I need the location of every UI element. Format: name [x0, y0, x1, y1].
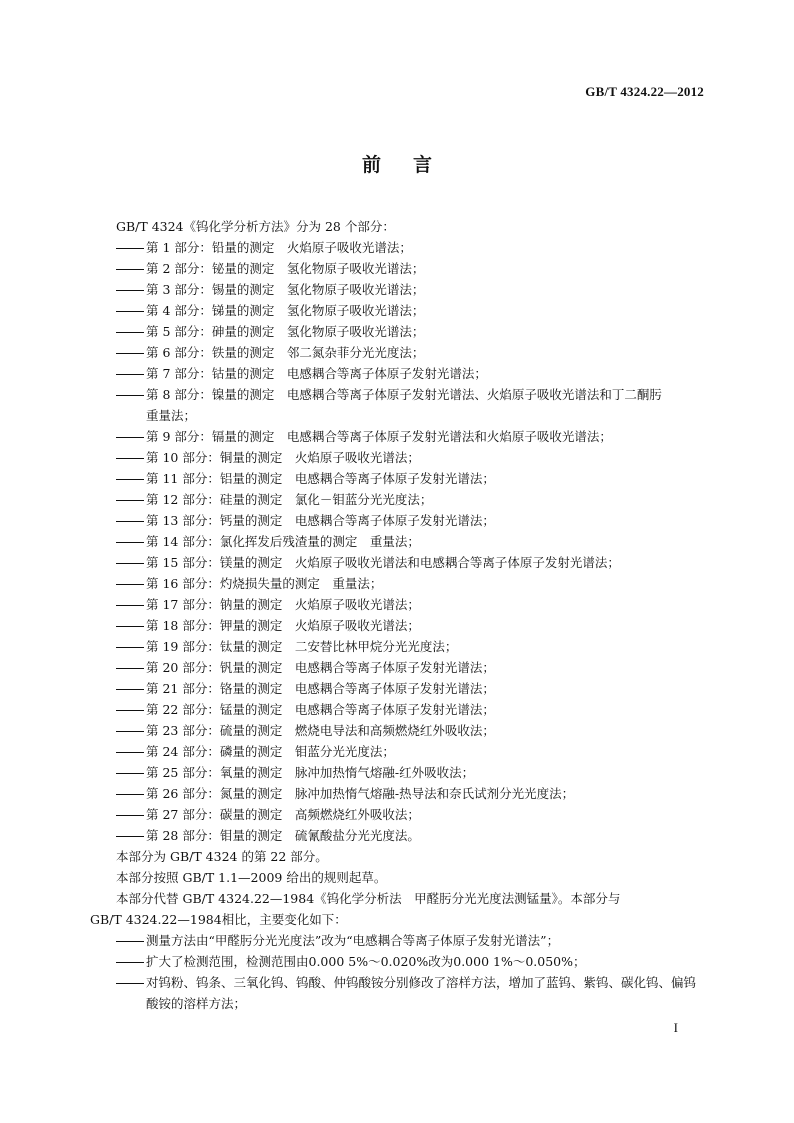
dash-marker — [90, 258, 146, 279]
list-item: 第 28 部分：钼量的测定 硫氰酸盐分光光度法。 — [90, 825, 706, 846]
dash-marker — [90, 762, 146, 783]
list-item: 第 27 部分：碳量的测定 高频燃烧红外吸收法； — [90, 804, 706, 825]
dash-marker — [90, 447, 146, 468]
list-item: 第 22 部分：锰量的测定 电感耦合等离子体原子发射光谱法； — [90, 699, 706, 720]
list-item: 第 17 部分：钠量的测定 火焰原子吸收光谱法； — [90, 594, 706, 615]
list-item: 第 16 部分：灼烧损失量的测定 重量法； — [90, 573, 706, 594]
document-body — [90, 216, 706, 1014]
list-item: 第 19 部分：钛量的测定 二安替比林甲烷分光光度法； — [90, 636, 706, 657]
list-item: 第 1 部分：铅量的测定 火焰原子吸收光谱法； — [90, 237, 706, 258]
list-item: 第 14 部分：氯化挥发后残渣量的测定 重量法； — [90, 531, 706, 552]
list-item: 第 24 部分：磷量的测定 钼蓝分光光度法； — [90, 741, 706, 762]
list-item: 第 10 部分：铜量的测定 火焰原子吸收光谱法； — [90, 447, 706, 468]
dash-marker — [90, 720, 146, 741]
intro-paragraph: GB/T 4324《钨化学分析方法》分为 28 个部分： — [116, 219, 395, 234]
dash-marker — [90, 426, 146, 447]
list-item: 第 25 部分：氧量的测定 脉冲加热惰气熔融-红外吸收法； — [90, 762, 706, 783]
dash-marker — [90, 300, 146, 321]
dash-marker — [90, 279, 146, 300]
dash-marker — [90, 615, 146, 636]
paragraph: 本部分按照 GB/T 1.1—2009 给出的规则起草。 — [116, 870, 387, 885]
dash-marker — [90, 636, 146, 657]
change-item: 测量方法由“甲醛肟分光光度法”改为“电感耦合等离子体原子发射光谱法”； — [90, 930, 706, 951]
dash-marker — [90, 573, 146, 594]
list-item: 第 20 部分：钒量的测定 电感耦合等离子体原子发射光谱法； — [90, 657, 706, 678]
dash-marker — [90, 699, 146, 720]
paragraph: 本部分为 GB/T 4324 的第 22 部分。 — [116, 849, 328, 864]
list-item: 第 21 部分：铬量的测定 电感耦合等离子体原子发射光谱法； — [90, 678, 706, 699]
list-item: 第 13 部分：钙量的测定 电感耦合等离子体原子发射光谱法； — [90, 510, 706, 531]
dash-marker — [90, 384, 146, 405]
dash-marker — [90, 783, 146, 804]
dash-marker — [90, 342, 146, 363]
list-item: 第 11 部分：铝量的测定 电感耦合等离子体原子发射光谱法； — [90, 468, 706, 489]
page-title: 前言 — [361, 154, 464, 176]
dash-marker — [90, 804, 146, 825]
standard-number: GB/T 4324.22—2012 — [585, 84, 704, 99]
list-item: 第 2 部分：铋量的测定 氢化物原子吸收光谱法； — [90, 258, 706, 279]
paragraph-continuation: GB/T 4324.22—1984相比，主要变化如下： — [90, 912, 347, 927]
dash-marker — [90, 657, 146, 678]
dash-marker — [90, 468, 146, 489]
list-item: 第 18 部分：钾量的测定 火焰原子吸收光谱法； — [90, 615, 706, 636]
dash-marker — [90, 678, 146, 699]
list-item: 第 3 部分：锡量的测定 氢化物原子吸收光谱法； — [90, 279, 706, 300]
change-item: 对钨粉、钨条、三氧化钨、钨酸、仲钨酸铵分别修改了溶样方法，增加了蓝钨、紫钨、碳化钨、偏钨 — [90, 972, 706, 993]
dash-marker — [90, 741, 146, 762]
dash-marker — [90, 363, 146, 384]
list-item-continuation: 重量法； — [146, 408, 197, 423]
dash-marker — [90, 594, 146, 615]
dash-marker — [90, 489, 146, 510]
list-item: 第 8 部分：镍量的测定 电感耦合等离子体原子发射光谱法、火焰原子吸收光谱法和丁二酮肟 — [90, 384, 706, 405]
change-item: 扩大了检测范围，检测范围由0.000 5%～0.020%改为0.000 1%～0.050%； — [90, 951, 706, 972]
change-item-continuation: 酸铵的溶样方法； — [146, 996, 247, 1011]
dash-marker — [90, 972, 146, 993]
list-item: 第 26 部分：氮量的测定 脉冲加热惰气熔融-热导法和奈氏试剂分光光度法； — [90, 783, 706, 804]
dash-marker — [90, 531, 146, 552]
dash-marker — [90, 552, 146, 573]
dash-marker — [90, 825, 146, 846]
paragraph: 本部分代替 GB/T 4324.22—1984《钨化学分析法 甲醛肟分光光度法测锰量》。本部分与 — [116, 891, 621, 906]
list-item: 第 4 部分：锑量的测定 氢化物原子吸收光谱法； — [90, 300, 706, 321]
list-item: 第 15 部分：镁量的测定 火焰原子吸收光谱法和电感耦合等离子体原子发射光谱法； — [90, 552, 706, 573]
dash-marker — [90, 951, 146, 972]
dash-marker — [90, 237, 146, 258]
list-item: 第 12 部分：硅量的测定 氯化－钼蓝分光光度法； — [90, 489, 706, 510]
page-number: I — [673, 1020, 678, 1035]
dash-marker — [90, 510, 146, 531]
dash-marker — [90, 930, 146, 951]
list-item: 第 23 部分：硫量的测定 燃烧电导法和高频燃烧红外吸收法； — [90, 720, 706, 741]
list-item: 第 5 部分：砷量的测定 氢化物原子吸收光谱法； — [90, 321, 706, 342]
list-item: 第 7 部分：钴量的测定 电感耦合等离子体原子发射光谱法； — [90, 363, 706, 384]
list-item: 第 6 部分：铁量的测定 邻二氮杂菲分光光度法； — [90, 342, 706, 363]
list-item: 第 9 部分：镉量的测定 电感耦合等离子体原子发射光谱法和火焰原子吸收光谱法； — [90, 426, 706, 447]
dash-marker — [90, 321, 146, 342]
